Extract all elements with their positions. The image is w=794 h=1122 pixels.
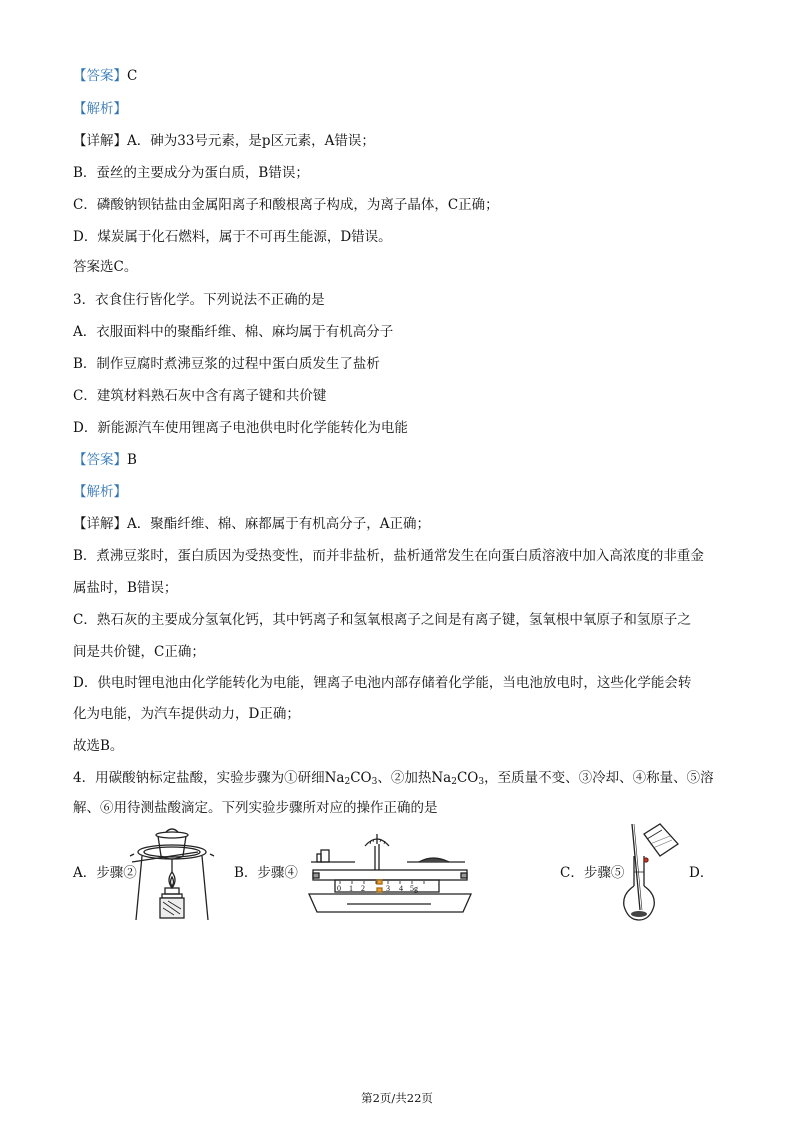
q4-option-b-label: B．步骤④ (234, 865, 298, 881)
q3-option-c: C．建筑材料熟石灰中含有离子键和共价键 (73, 388, 327, 404)
q3-detail-line-b: B．煮沸豆浆时，蛋白质因为受热变性，而并非盐析，盐析通常发生在向蛋白质溶液中加入高浓度的非重金 (73, 548, 704, 564)
q3-analysis-tag: 【解析】 (73, 484, 127, 500)
q4-option-a-label: A．步骤② (73, 865, 137, 881)
q3-detail-line-e: 间是共价键，C正确； (73, 644, 205, 660)
volumetric-flask-figure (620, 822, 680, 924)
q2-detail-line-d: D．煤炭属于化石燃料，属于不可再生能源，D错误。 (73, 229, 392, 245)
answer-value: B (127, 452, 137, 468)
detail-tag: 【详解】 (73, 133, 127, 149)
answer-tag: 【答案】 (73, 452, 127, 468)
page-number: 第2页/共22页 (361, 1091, 433, 1105)
q2-answer-line (73, 67, 137, 85)
answer-tag: 【答案】 (73, 68, 127, 84)
answer-value: C (127, 68, 138, 84)
q2-analysis-tag: 【解析】 (73, 101, 127, 117)
q3-stem: 3．衣食住行皆化学。下列说法不正确的是 (73, 292, 325, 308)
q4-stem-line1: 4．用碳酸钠标定盐酸，实验步骤为①研细$Na_2CO_3$、②加热$Na_2CO_3$，至质量不变、③冷却、④称量、⑤溶 (73, 770, 714, 787)
q3-detail-line-d: C．熟石灰的主要成分氢氧化钙，其中钙离子和氢氧根离子之间是有离子键，氢氧根中氧原子和氢原子之 (73, 612, 691, 628)
q3-detail-line-g: 化为电能，为汽车提供动力，D正确； (73, 706, 300, 722)
q2-detail-line-c: C．磷酸钠钡钴盐由金属阳离子和酸根离子构成，为离子晶体，C正确； (73, 197, 499, 213)
q3-conclusion: 故选B。 (73, 738, 124, 754)
q4-stem-line2: 解、⑥用待测盐酸滴定。下列实验步骤所对应的操作正确的是 (73, 800, 438, 816)
scale-tick-4: 4 (399, 884, 403, 893)
scale-tick-5g: 5g (410, 884, 418, 893)
scale-tick-3: 3 (386, 884, 390, 893)
detail-tag: 【详解】 (73, 516, 127, 532)
q3-answer-line (73, 451, 137, 469)
q3-option-a: A．衣服面料中的聚酯纤维、棉、麻均属于有机高分子 (73, 324, 394, 340)
scale-tick-1: 1 (349, 884, 353, 893)
q4-option-c-label: C．步骤⑤ (560, 865, 625, 881)
q2-detail-line-b: B．蚕丝的主要成分为蛋白质，B错误； (73, 165, 309, 181)
q2-conclusion: 答案选C。 (73, 259, 138, 275)
q4-option-d-label: D． (689, 865, 714, 881)
q3-detail-line-c: 属盐时，B错误； (73, 580, 178, 596)
q3-option-d: D．新能源汽车使用锂离子电池供电时化学能转化为电能 (73, 420, 408, 436)
q3-option-b: B．制作豆腐时煮沸豆浆的过程中蛋白质发生了盐析 (73, 356, 380, 372)
tray-balance-figure (307, 832, 473, 914)
q2-detail-line-a: 【详解】A．砷为33号元素，是p区元素，A错误； (73, 133, 375, 149)
crucible-heating-figure (128, 822, 216, 922)
q3-detail-line-a: 【详解】A．聚酯纤维、棉、麻都属于有机高分子，A正确； (73, 516, 430, 532)
q3-detail-line-f: D．供电时锂电池由化学能转化为电能，锂离子电池内部存储着化学能，当电池放电时，这些化学能会转 (73, 675, 692, 691)
scale-tick-2: 2 (361, 884, 365, 893)
scale-tick-0: 0 (337, 884, 341, 893)
